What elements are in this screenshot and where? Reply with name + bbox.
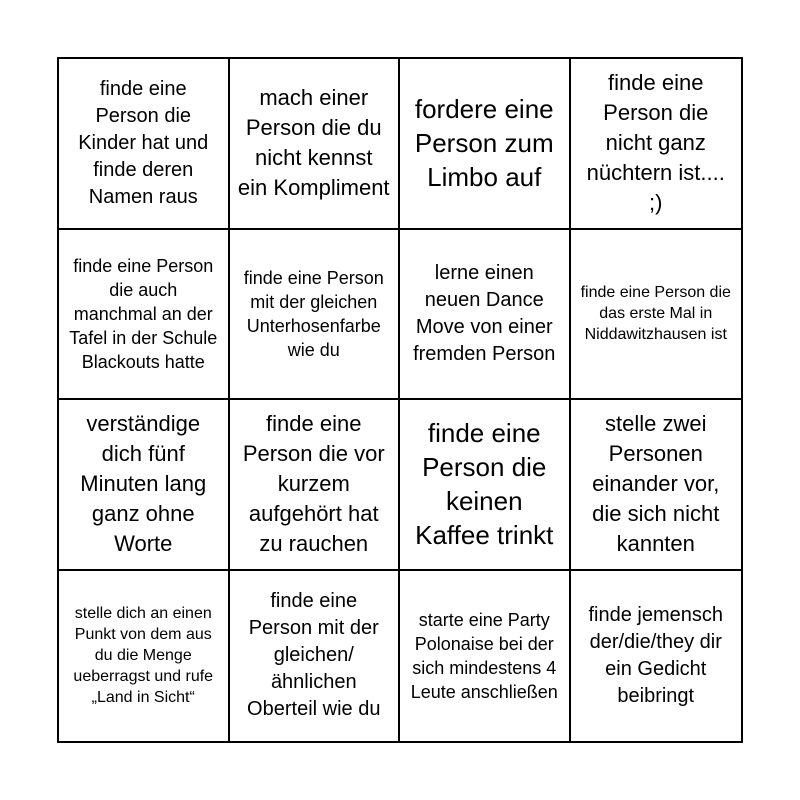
bingo-cell-2-3[interactable] — [400, 230, 571, 401]
bingo-cell-4-3[interactable] — [400, 571, 571, 742]
bingo-cell-1-3[interactable] — [400, 59, 571, 230]
bingo-cell-text: finde eine Person die Kinder hat und finde deren Namen raus — [78, 77, 209, 208]
bingo-cell-2-4[interactable] — [571, 230, 742, 401]
bingo-cell-text: finde eine Person die auch manchmal an der Tafel in der Schule Blackouts hatte — [69, 255, 218, 372]
bingo-cell-text: finde eine Person die vor kurzem aufgehört hat zu rauchen — [242, 411, 385, 557]
bingo-cell-text: fordere eine Person zum Limbo auf — [414, 94, 554, 193]
bingo-cell-text: starte eine Party Polonaise bei der sich mindestens 4 Leute anschließen — [410, 609, 558, 702]
bingo-cell-3-3[interactable] — [400, 400, 571, 571]
bingo-cell-text: finde eine Person die nicht ganz nüchtern ist.... ;) — [586, 70, 725, 216]
bingo-cell-text: finde eine Person die das erste Mal in Niddawitzhausen ist — [580, 284, 731, 344]
bingo-cell-text: stelle dich an einen Punkt von dem aus du die Menge ueberragst und rufe „Land in Sicht“ — [73, 605, 214, 707]
bingo-cell-text: finde eine Person die keinen Kaffee trinkt — [415, 418, 554, 551]
bingo-cell-text: mach einer Person die du nicht kennst ein Kompliment — [237, 85, 390, 201]
bingo-cell-1-4[interactable] — [571, 59, 742, 230]
bingo-cell-text: finde eine Person mit der gleichen Unterhosenfarbe wie du — [243, 267, 384, 360]
bingo-cell-4-1[interactable] — [59, 571, 230, 742]
bingo-cell-4-4[interactable] — [571, 571, 742, 742]
bingo-cell-1-2[interactable] — [230, 59, 401, 230]
bingo-cell-text: finde eine Person mit der gleichen/ ähnlichen Oberteil wie du — [247, 590, 381, 721]
bingo-cell-3-2[interactable] — [230, 400, 401, 571]
bingo-cell-3-4[interactable] — [571, 400, 742, 571]
bingo-cell-2-2[interactable] — [230, 230, 401, 401]
bingo-cell-text: stelle zwei Personen einander vor, die sich nicht kannten — [592, 411, 720, 557]
bingo-cell-3-1[interactable] — [59, 400, 230, 571]
bingo-cell-4-2[interactable] — [230, 571, 401, 742]
bingo-cell-2-1[interactable] — [59, 230, 230, 401]
bingo-cell-text: finde jemensch der/die/they dir ein Gedicht beibringt — [588, 603, 724, 707]
bingo-cell-text: lerne einen neuen Dance Move von einer fremden Person — [413, 261, 556, 365]
bingo-board — [57, 57, 743, 743]
bingo-cell-1-1[interactable] — [59, 59, 230, 230]
bingo-cell-text: verständige dich fünf Minuten lang ganz ohne Worte — [80, 411, 207, 557]
